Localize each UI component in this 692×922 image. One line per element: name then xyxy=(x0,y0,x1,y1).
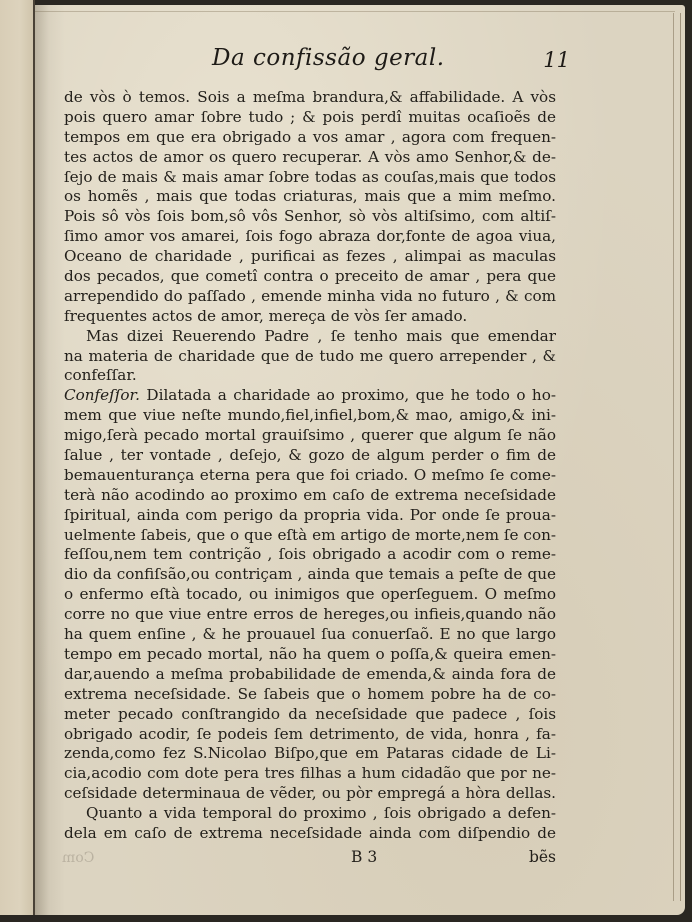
line-text: dio da confiſsão,ou contriçam , ainda que temais a peſte de que xyxy=(64,565,556,584)
text-line xyxy=(64,784,556,804)
text-line xyxy=(64,506,556,526)
text-line xyxy=(64,307,556,327)
page-top-edge xyxy=(35,8,675,12)
text-line xyxy=(64,426,556,446)
line-text: terà não acodindo ao proximo em caſo de extrema neceſsidade xyxy=(64,485,556,504)
line-text: ſalue , ter vontade , deſejo, & gozo de algum perder o fim de xyxy=(64,446,556,465)
line-text: uelmente ſabeis, que o que eſtà em artigo de morte,nem ſe con- xyxy=(64,525,556,544)
line-text: ſpiritual, ainda com perigo da propria vida. Por onde ſe proua- xyxy=(64,505,556,524)
line-text: confeſſar. xyxy=(64,366,137,385)
line-text: ſejo de mais & mais amar ſobre todas as couſas,mais que todos xyxy=(64,167,556,186)
text-line xyxy=(64,287,556,307)
text-line xyxy=(64,466,556,486)
line-text: tes actos de amor os quero recuperar. A vòs amo Senhor,& de- xyxy=(64,147,556,166)
text-line xyxy=(64,665,556,685)
line-text: arrependido do paſſado , emende minha vida no futuro , & com xyxy=(64,286,556,305)
line-text: tempos em que era obrigado a vos amar , agora com frequen- xyxy=(64,127,556,146)
text-line xyxy=(64,128,556,148)
line-text: mem que viue neſte mundo,fiel,infiel,bom,& mao, amigo,& ini- xyxy=(64,406,556,425)
line-text: o enfermo eſtà tocado, ou inimigos que operſeguem. O meſmo xyxy=(64,585,556,604)
text-line xyxy=(64,764,556,784)
line-text: bemauenturança eterna pera que foi criado. O meſmo ſe come- xyxy=(64,465,556,484)
show-through-text: Com xyxy=(62,850,95,866)
line-text: Quanto a vida temporal do proximo , ſois obrigado a defen- xyxy=(86,804,556,823)
text-line xyxy=(64,207,556,227)
line-text: Mas dizei Reuerendo Padre , ſe tenho mais que emendar xyxy=(86,326,556,345)
line-text: Pois sô vòs ſois bom,sô vôs Senhor, sò vòs altiſsimo, com altiſ- xyxy=(64,207,556,226)
text-line xyxy=(64,327,556,347)
page-header xyxy=(190,45,570,81)
line-text: Oceano de charidade , purificai as fezes , alimpai as maculas xyxy=(64,247,556,266)
text-line xyxy=(64,565,556,585)
line-text: pois quero amar ſobre tudo ; & pois perdî muitas ocaſioẽs de xyxy=(64,107,556,126)
line-text: os homẽs , mais que todas criaturas, mais que a mim meſmo. xyxy=(64,187,556,206)
line-text: dos pecados, que cometî contra o preceito de amar , pera que xyxy=(64,267,556,286)
text-line xyxy=(64,227,556,247)
text-line xyxy=(64,108,556,128)
line-text: dela em caſo de extrema neceſsidade ainda com diſpendio de xyxy=(64,823,556,842)
text-line xyxy=(64,347,556,367)
text-line xyxy=(64,386,556,406)
line-text: corre no que viue entre erros de hereges,ou infieis,quando não xyxy=(64,605,556,624)
text-line xyxy=(64,744,556,764)
catchword: bẽs xyxy=(528,848,556,866)
speaker-label: Confeſſor. xyxy=(64,386,140,405)
text-line xyxy=(64,187,556,207)
line-text: extrema neceſsidade. Se ſabeis que o homem pobre ha de co- xyxy=(64,684,556,703)
line-text: ha quem enſine , & he prouauel ſua conuerſaõ. E no que largo xyxy=(64,625,556,644)
line-text: Dilatada a charidade ao proximo, que he todo o ho- xyxy=(139,386,556,405)
body-text xyxy=(64,88,556,844)
facing-page-edge xyxy=(0,0,35,915)
text-line xyxy=(64,486,556,506)
running-title: Da confissão geral. xyxy=(212,45,445,71)
line-text: de vòs ò temos. Sois a meſma brandura,& affabilidade. A vòs xyxy=(64,88,556,106)
page-footer xyxy=(64,848,556,872)
text-line xyxy=(64,705,556,725)
line-text: dar,auendo a meſma probabilidade de emenda,& ainda fora de xyxy=(64,664,556,683)
line-text: obrigado acodir, ſe podeis ſem detrimento, de vida, honra , fa- xyxy=(64,724,556,743)
text-line xyxy=(64,605,556,625)
text-line xyxy=(64,725,556,745)
line-text: frequentes actos de amor, mereça de vòs ſer amado. xyxy=(64,306,468,325)
text-line xyxy=(64,526,556,546)
text-line xyxy=(64,88,556,108)
text-line xyxy=(64,545,556,565)
line-text: migo,ſerà pecado mortal grauiſsimo , querer que algum ſe não xyxy=(64,426,556,445)
text-line xyxy=(64,168,556,188)
line-text: zenda,como fez S.Nicolao Biſpo,que em Pataras cidade de Li- xyxy=(64,744,556,763)
text-line xyxy=(64,685,556,705)
line-text: tempo em pecado mortal, não ha quem o poſſa,& queira emen- xyxy=(64,644,556,663)
text-line xyxy=(64,585,556,605)
text-line xyxy=(64,804,556,824)
line-text: feſſou,nem tem contrição , ſois obrigado a acodir com o reme- xyxy=(64,545,556,564)
text-line xyxy=(64,824,556,844)
text-line xyxy=(64,406,556,426)
text-line xyxy=(64,267,556,287)
text-line xyxy=(64,247,556,267)
line-text: na materia de charidade que de tudo me quero arrepender , & xyxy=(64,346,556,365)
page-fore-edge xyxy=(673,13,681,901)
line-text: ceſsidade determinaua de vẽder, ou pòr empregá a hòra dellas. xyxy=(64,784,556,803)
page-number: 11 xyxy=(543,48,570,72)
text-line xyxy=(64,625,556,645)
text-line xyxy=(64,366,556,386)
text-line xyxy=(64,645,556,665)
text-line xyxy=(64,446,556,466)
line-text: meter pecado conſtrangido da neceſsidade que padece , ſois xyxy=(64,704,556,723)
signature-mark: B 3 xyxy=(351,848,378,866)
line-text: cia,acodio com dote pera tres filhas a hum cidadão que por ne- xyxy=(64,764,556,783)
text-line xyxy=(64,148,556,168)
line-text: ſimo amor vos amarei, ſois fogo abraza dor,fonte de agoa viua, xyxy=(64,227,556,246)
